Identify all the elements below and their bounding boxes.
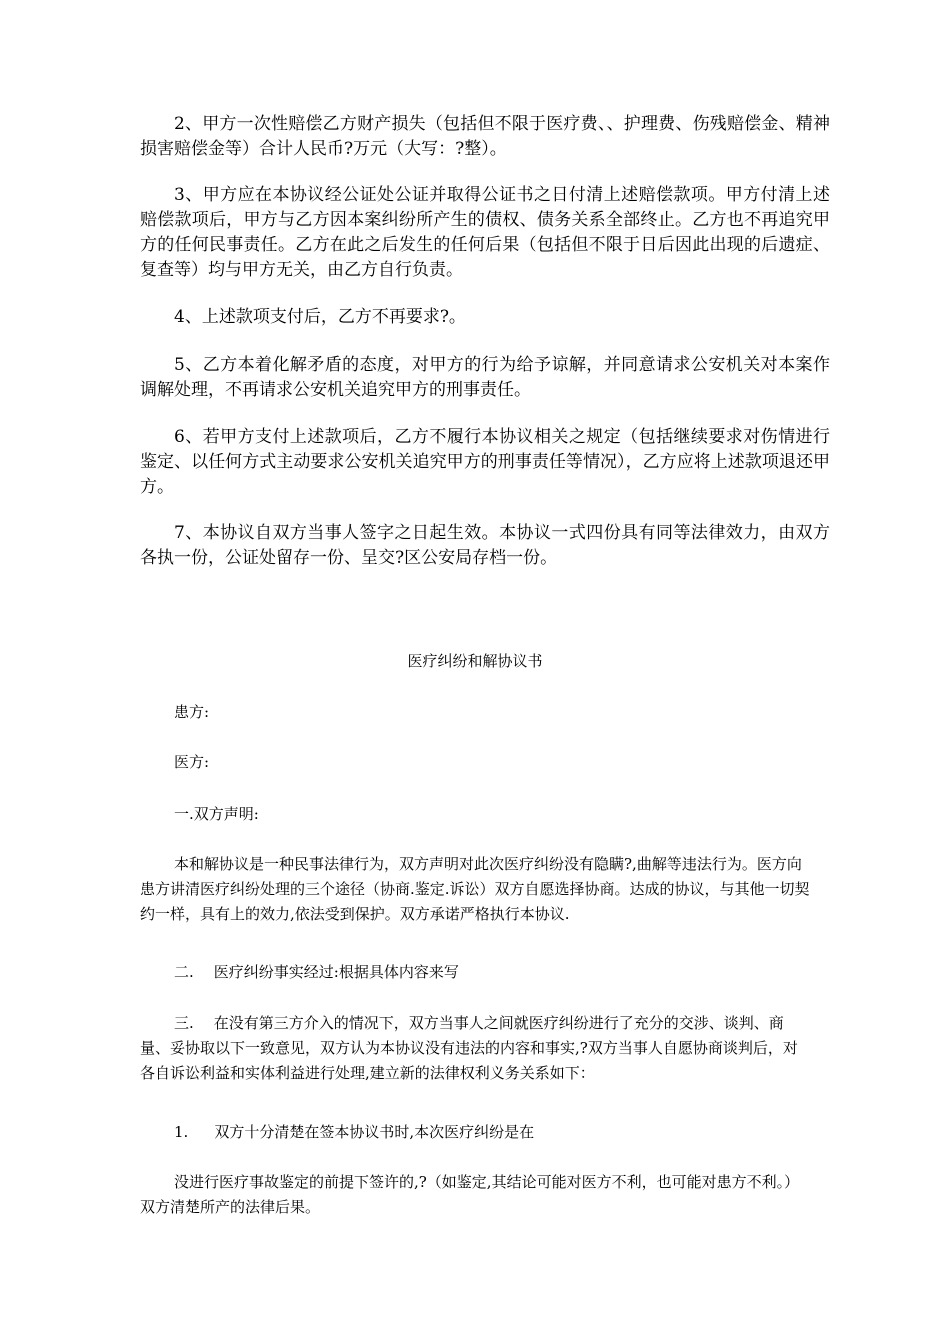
clause-3: 3、甲方应在本协议经公证处公证并取得公证书之日付清上述赔偿款项。甲方付清上述赔偿款项后，甲方与乙方因本案纠纷所产生的债权、债务关系全部终止。乙方也不再追究甲方的任何民事责任。乙方在此之后发生的任何后果（包括但不限于日后因此出现的后遗症、复查等）均与甲方无关，由乙方自行负责。	[140, 185, 830, 280]
item-1-text: 双方十分清楚在签本协议书时,本次医疗纠纷是在	[214, 1123, 535, 1141]
consensus-section	[140, 1011, 812, 1086]
facts-section	[140, 960, 812, 985]
facts-text: 医疗纠纷事实经过:根据具体内容来写	[213, 963, 459, 981]
item-1-continuation: 没进行医疗事故鉴定的前提下签许的,?（如鉴定,其结论可能对医方不利，也可能对患方不利。）双方清楚所产的法律后果。	[140, 1173, 800, 1216]
item-1	[140, 1120, 812, 1145]
clause-7: 7、本协议自双方当事人签字之日起生效。本协议一式四份具有同等法律效力，由双方各执一份，公证处留存一份、呈交?区公安局存档一份。	[140, 523, 830, 568]
consensus-number: 三.	[174, 1014, 194, 1032]
consensus-text: 在没有第三方介入的情况下，双方当事人之间就医疗纠纷进行了充分的交涉、谈判、商量、妥协取以下一致意见，双方认为本协议没有违法的内容和事实,?双方当事人自愿协商谈判后，对各自诉讼利益和实体利益进行处理,建立新的法律权利义务关系如下：	[140, 1014, 798, 1082]
clause-6: 6、若甲方支付上述款项后，乙方不履行本协议相关之规定（包括继续要求对伤情进行鉴定、以任何方式主动要求公安机关追究甲方的刑事责任等情况），乙方应将上述款项退还甲方。	[140, 427, 830, 497]
agreement-title: 医疗纠纷和解协议书	[407, 652, 543, 670]
declaration-body: 本和解协议是一种民事法律行为，双方声明对此次医疗纠纷没有隐瞒?,曲解等违法行为。医方向患方讲清医疗纠纷处理的三个途径（协商.鉴定.诉讼）双方自愿选择协商。达成的协议，与其他一切契约一样，具有上的效力,依法受到保护。双方承诺严格执行本协议.	[140, 855, 810, 923]
declaration-heading: 一.双方声明:	[174, 805, 259, 823]
clause-2: 2、甲方一次性赔偿乙方财产损失（包括但不限于医疗费、、护理费、伤残赔偿金、精神损害赔偿金等）合计人民币?万元（大写：?整）。	[140, 114, 830, 159]
clause-4: 4、上述款项支付后，乙方不再要求?。	[174, 307, 466, 327]
medical-party-label: 医方:	[174, 753, 210, 771]
patient-party-label: 患方:	[174, 703, 210, 721]
item-1-number: 1.	[174, 1123, 189, 1141]
clause-5: 5、乙方本着化解矛盾的态度，对甲方的行为给予谅解，并同意请求公安机关对本案作调解处理，不再请求公安机关追究甲方的刑事责任。	[140, 355, 830, 400]
facts-number: 二.	[174, 963, 194, 981]
